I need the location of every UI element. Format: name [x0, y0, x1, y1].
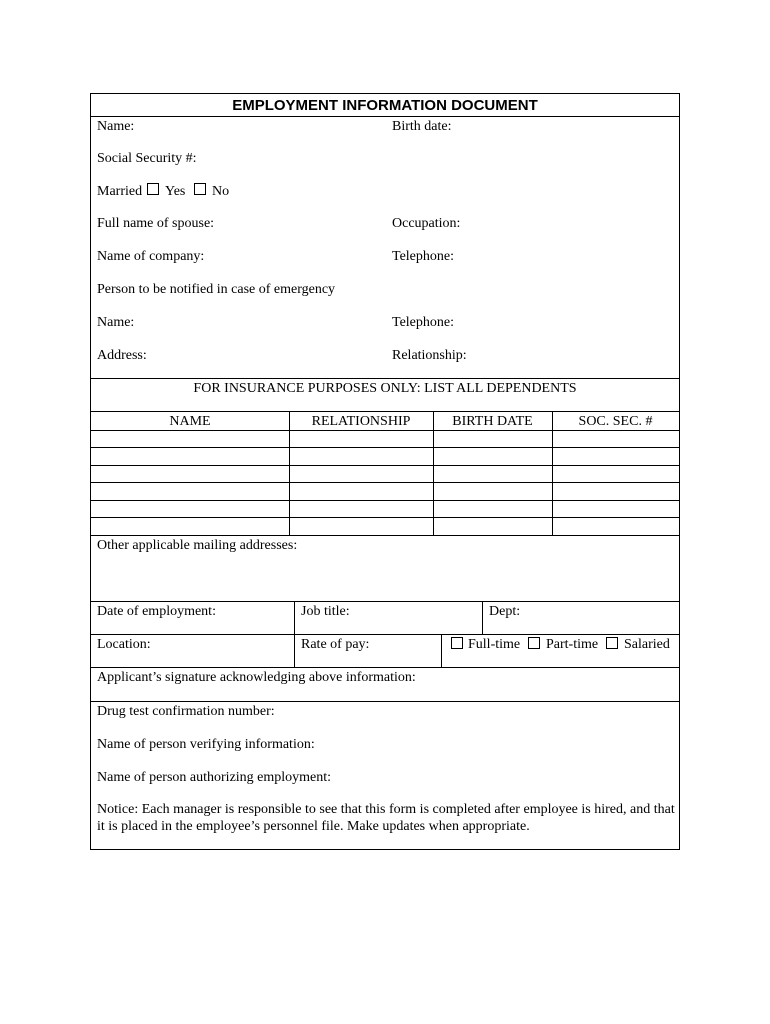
- verifier-name-field[interactable]: Name of person verifying information:: [97, 737, 315, 752]
- location-field[interactable]: Location:: [97, 637, 151, 652]
- column-header-birth-date: BIRTH DATE: [452, 414, 533, 429]
- table-row[interactable]: [91, 482, 679, 483]
- married-no-label: No: [212, 184, 230, 199]
- married-yes-checkbox[interactable]: [147, 183, 159, 195]
- column-divider: [294, 601, 295, 634]
- employment-bottom-divider: [91, 667, 679, 668]
- mailing-addresses-field[interactable]: Other applicable mailing addresses:: [97, 538, 298, 553]
- emergency-name-field[interactable]: Name:: [97, 315, 135, 330]
- job-title-field[interactable]: Job title:: [301, 604, 350, 619]
- applicant-signature-field[interactable]: Applicant’s signature acknowledging above information:: [97, 670, 416, 685]
- column-divider: [294, 634, 295, 668]
- manager-notice: Notice: Each manager is responsible to see that this form is completed after employee is hired, and that it is placed in the employee’s personnel file. Make updates when appropriate.: [97, 802, 675, 834]
- part-time-label: Part-time: [546, 637, 599, 652]
- spouse-name-field[interactable]: Full name of spouse:: [97, 216, 215, 231]
- dependents-heading: FOR INSURANCE PURPOSES ONLY: LIST ALL DEPENDENTS: [193, 381, 577, 396]
- birth-date-field[interactable]: Birth date:: [392, 119, 452, 134]
- drug-test-field[interactable]: Drug test confirmation number:: [97, 704, 275, 719]
- table-bottom-divider: [91, 535, 679, 536]
- table-row[interactable]: [91, 500, 679, 501]
- column-header-name: NAME: [169, 414, 211, 429]
- emergency-telephone-field[interactable]: Telephone:: [392, 315, 454, 330]
- table-row[interactable]: [91, 465, 679, 466]
- dependents-table: [91, 411, 679, 536]
- section-divider: [91, 378, 679, 379]
- emergency-heading: Person to be notified in case of emergency: [97, 282, 336, 297]
- column-divider: [441, 634, 442, 668]
- salaried-label: Salaried: [624, 637, 670, 652]
- dept-field[interactable]: Dept:: [489, 604, 521, 619]
- date-of-employment-field[interactable]: Date of employment:: [97, 604, 216, 619]
- full-time-label: Full-time: [468, 637, 521, 652]
- company-name-field[interactable]: Name of company:: [97, 249, 205, 264]
- title-divider: [91, 116, 679, 117]
- married-no-checkbox[interactable]: [194, 183, 206, 195]
- name-field[interactable]: Name:: [97, 119, 135, 134]
- column-divider: [289, 411, 290, 535]
- emergency-address-field[interactable]: Address:: [97, 348, 147, 363]
- married-label: Married: [97, 184, 143, 199]
- employment-divider: [91, 634, 679, 635]
- occupation-field[interactable]: Occupation:: [392, 216, 461, 231]
- column-header-relationship: RELATIONSHIP: [311, 414, 411, 429]
- authorizer-name-field[interactable]: Name of person authorizing employment:: [97, 770, 332, 785]
- ssn-field[interactable]: Social Security #:: [97, 151, 197, 166]
- employment-form: [90, 93, 680, 850]
- column-divider: [433, 411, 434, 535]
- column-divider: [552, 411, 553, 535]
- column-divider: [482, 601, 483, 634]
- table-row[interactable]: [91, 447, 679, 448]
- company-telephone-field[interactable]: Telephone:: [392, 249, 454, 264]
- part-time-checkbox[interactable]: [528, 637, 540, 649]
- table-row[interactable]: [91, 517, 679, 518]
- column-header-soc-sec: SOC. SEC. #: [578, 414, 653, 429]
- form-title: EMPLOYMENT INFORMATION DOCUMENT: [232, 97, 538, 114]
- signature-divider: [91, 701, 679, 702]
- full-time-checkbox[interactable]: [451, 637, 463, 649]
- rate-of-pay-field[interactable]: Rate of pay:: [301, 637, 370, 652]
- salaried-checkbox[interactable]: [606, 637, 618, 649]
- table-row[interactable]: [91, 430, 679, 431]
- emergency-relationship-field[interactable]: Relationship:: [392, 348, 467, 363]
- married-yes-label: Yes: [165, 184, 186, 199]
- mailing-divider: [91, 601, 679, 602]
